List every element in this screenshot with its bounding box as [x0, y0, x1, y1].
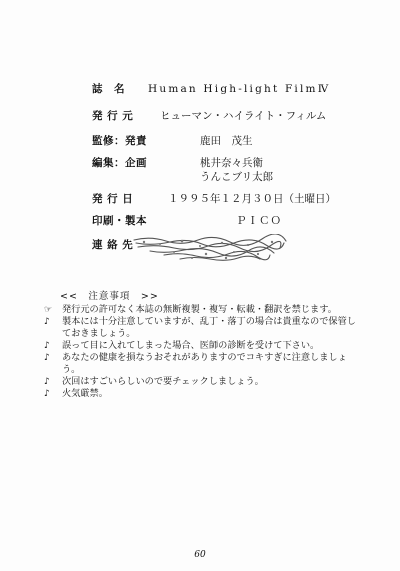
colophon-label-editor: 編集：企画 [92, 157, 147, 169]
editor-name: 桃井奈々兵衛 [200, 157, 263, 169]
colophon-value-printer: ＰＩＣＯ [236, 215, 282, 227]
colophon-label-publisher: 発 行 元 [92, 110, 134, 122]
list-item [44, 304, 364, 316]
page-number: 60 [194, 550, 206, 560]
colophon-editor-row [0, 156, 400, 183]
notice-text: 火気厳禁。 [62, 388, 108, 399]
colophon-date-row [0, 192, 400, 208]
colophon-supervisor-row [0, 134, 400, 150]
notice-text: 発行元の許可なく本誌の無断複製・複写・転載・翻訳を禁じます。 [62, 304, 337, 315]
colophon-title-row [0, 82, 400, 98]
colophon-label-contact: 連 絡 先 [92, 239, 134, 251]
colophon-value-supervisor: 鹿田 茂生 [200, 135, 253, 147]
list-item [44, 316, 364, 340]
list-item [44, 352, 364, 376]
redacted-contact-scribble [130, 234, 290, 262]
notice-text: 次回はすごいらしいので要チェックしましょう。 [62, 376, 264, 387]
music-note-icon: ♪ [44, 377, 50, 387]
notice-heading: << 注意事項 >> [60, 291, 159, 302]
colophon-value-publisher: ヒューマン・ハイライト・フィルム [160, 110, 327, 122]
notice-text: 製本には十分注意していますが、乱丁・落丁の場合は貴重なので保管しておきましょう。 [62, 316, 356, 339]
colophon-label-printer: 印刷・製本 [92, 215, 147, 227]
music-note-icon: ♪ [44, 341, 50, 351]
colophon-value-editors [200, 156, 273, 184]
notice-text: あなたの健康を損なうおそれがありますのでコキすぎに注意しましょう。 [62, 352, 347, 375]
music-note-icon: ♪ [44, 353, 50, 363]
colophon-label-title: 誌 名 [92, 83, 125, 95]
notice-list [44, 304, 364, 400]
colophon-publisher-row [0, 109, 400, 125]
list-item [44, 388, 364, 400]
colophon-label-supervisor: 監修：発責 [92, 135, 147, 147]
list-item [44, 376, 364, 388]
notice-text: 誤って目に入れてしまった場合、医師の診断を受けて下さい。 [62, 340, 320, 351]
editor-name: うんこブリ太郎 [200, 171, 274, 183]
list-item [44, 340, 364, 352]
pointing-hand-icon: ☞ [44, 305, 53, 315]
colophon-printer-row [0, 214, 400, 230]
music-note-icon: ♪ [44, 317, 50, 327]
colophon-value-title: Human High-light FilmⅣ [148, 83, 331, 95]
colophon-value-date: １９９５年１２月３０日（土曜日） [168, 193, 336, 205]
music-note-icon: ♪ [44, 389, 50, 399]
colophon-label-date: 発 行 日 [92, 193, 134, 205]
